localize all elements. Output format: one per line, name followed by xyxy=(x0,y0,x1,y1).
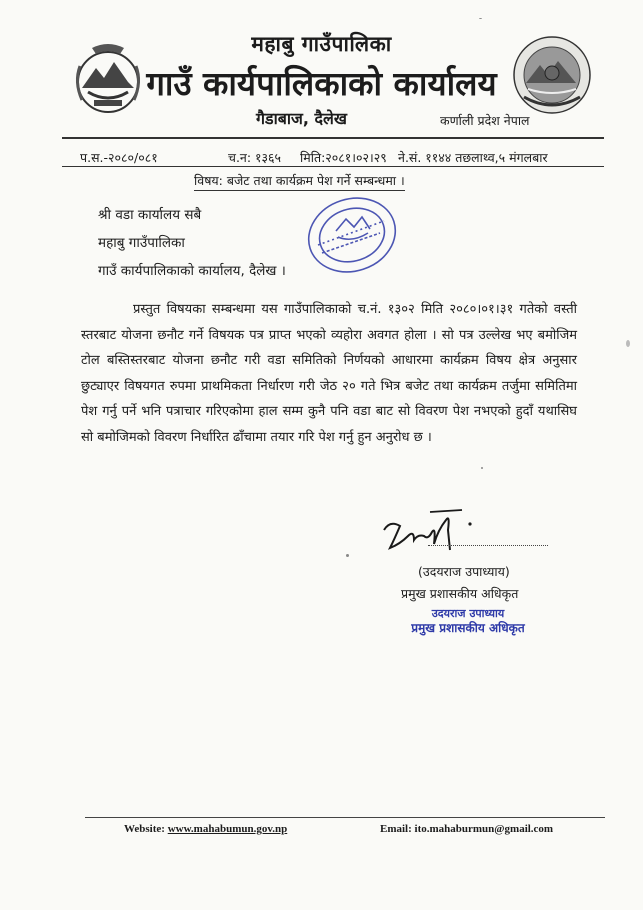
recipient-line-1: श्री वडा कार्यालय सबै xyxy=(98,207,202,223)
signature-line xyxy=(428,545,548,546)
province-name: कर्णाली प्रदेश नेपाल xyxy=(440,113,530,128)
footer-website xyxy=(124,823,287,835)
office-name: गाउँ कार्यपालिकाको कार्यालय xyxy=(146,64,497,103)
website-link[interactable]: www.mahabumun.gov.np xyxy=(167,823,288,835)
municipality-name: महाबु गाउँपालिका xyxy=(251,32,392,56)
email-address[interactable]: ito.mahaburmun@gmail.com xyxy=(414,823,554,835)
handwritten-signature xyxy=(370,500,490,560)
office-address: गैडाबाज, दैलेख xyxy=(256,109,347,128)
website-label: Website: xyxy=(124,823,165,835)
reference-divider xyxy=(62,166,604,167)
paper-speck xyxy=(346,554,349,557)
letter-date: मिति:२०८१।०२।२९ xyxy=(300,150,387,165)
chalani-number: च.न: १३६५ xyxy=(228,150,282,165)
letter-body: प्रस्तुत विषयका सम्बन्धमा यस गाउँपालिकाको च.नं. १३०२ मिति २०८०।०१।३१ गतेको वस्ती स्तरबाट योजना छनौट गर्ने विषयक पत्र प्राप्त भएको व्यहोरा अवगत होला । सो पत्र उल्लेख भए बमोजिम टोल बस्तिस्तरबाट योजना छनौट गरी वडा समितिको निर्णयको आधारमा कार्यक्रम विषय क्षेत्र अनुसार छुट्याएर विषयगत रुपमा प्राथमिकता निर्धारण गरी जेठ २० गते भित्र बजेट तथा कार्यक्रम तर्जुमा समितिमा पेश गर्नु पर्ने भनि पत्राचार गरिएकोमा हाल सम्म कुनै पनि वडा बाट सो विवरण पेश नभएको हुदाँ यथासिघ सो बमोजिमको विवरण निर्धारित ढाँचामा तयार गरि पेश गर्नु हुन अनुरोध छ । xyxy=(81,302,577,445)
office-round-seal-icon xyxy=(300,193,405,278)
paper-speck xyxy=(626,340,630,347)
header-divider xyxy=(62,137,604,139)
signatory-name: (उदयराज उपाध्याय) xyxy=(418,564,510,579)
name-stamp-name: उदयराज उपाध्याय xyxy=(431,607,505,620)
recipient-line-3: गाउँ कार्यपालिकाको कार्यालय, दैलेख । xyxy=(98,263,286,279)
name-stamp xyxy=(408,606,528,636)
paper-speck xyxy=(479,18,482,19)
subject-line: विषय: बजेट तथा कार्यक्रम पेश गर्ने सम्बन्धमा । xyxy=(194,172,405,191)
nepal-sambat-date: ने.सं. ११४४ तछलाथ्व,५ मंगलबार xyxy=(398,150,548,165)
email-label: Email: xyxy=(380,823,412,835)
name-stamp-title: प्रमुख प्रशासकीय अधिकृत xyxy=(411,621,525,635)
recipient-line-2: महाबु गाउँपालिका xyxy=(98,235,185,251)
footer-email xyxy=(380,823,553,835)
patra-sankhya: प.स.-२०८०/०८१ xyxy=(80,150,158,165)
footer-divider xyxy=(85,817,605,818)
signatory-title: प्रमुख प्रशासकीय अधिकृत xyxy=(401,586,519,601)
paper-speck xyxy=(481,467,483,469)
